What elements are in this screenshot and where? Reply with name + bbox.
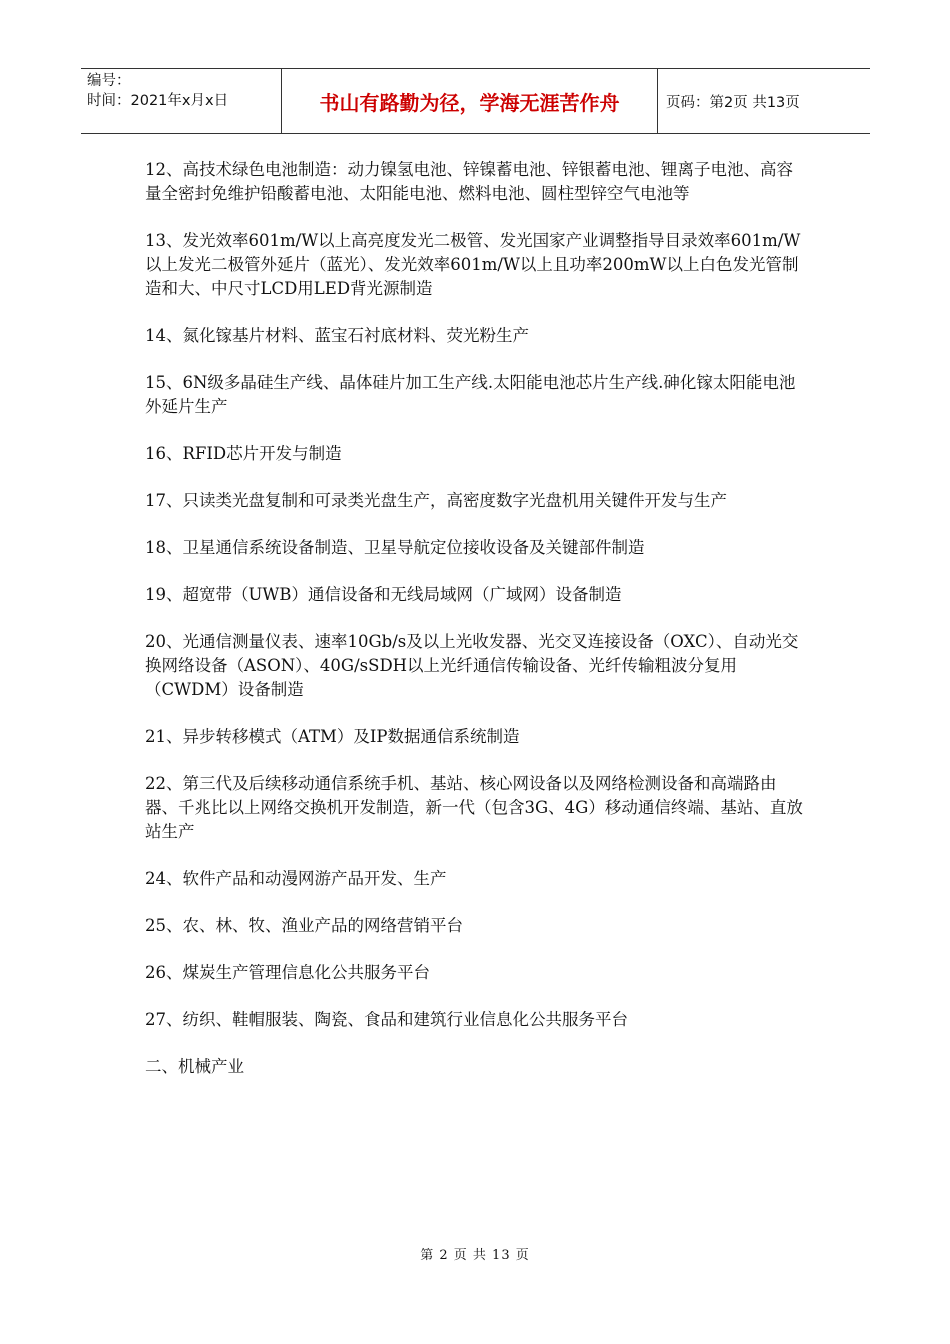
paragraph-14: 14、氮化镓基片材料、蓝宝石衬底材料、荧光粉生产 (145, 326, 529, 345)
paragraph-25: 25、农、林、牧、渔业产品的网络营销平台 (145, 916, 463, 935)
header-meta (81, 69, 282, 133)
paragraph-12: 12、高技术绿色电池制造：动力镍氢电池、锌镍蓄电池、锌银蓄电池、锂离子电池、高容量全密封免维护铅酸蓄电池、太阳能电池、燃料电池、圆柱型锌空气电池等 (145, 160, 793, 203)
section-heading-machinery: 二、机械产业 (145, 1057, 244, 1076)
paragraph-27: 27、纺织、鞋帽服装、陶瓷、食品和建筑行业信息化公共服务平台 (145, 1010, 628, 1029)
doc-date: 时间：2021年x月x日 (87, 93, 229, 109)
paragraph-21: 21、异步转移模式（ATM）及IP数据通信系统制造 (145, 727, 520, 746)
paragraph-16: 16、RFID芯片开发与制造 (145, 444, 342, 463)
header-page-info: 页码：第2页 共13页 (666, 94, 800, 111)
paragraph-22: 22、第三代及后续移动通信系统手机、基站、核心网设备以及网络检测设备和高端路由器、千兆比以上网络交换机开发制造，新一代（包含3G、4G）移动通信终端、基站、直放站生产 (145, 774, 803, 841)
document-body (145, 158, 807, 1102)
paragraph-26: 26、煤炭生产管理信息化公共服务平台 (145, 963, 430, 982)
paragraph-13: 13、发光效率601m/W以上高亮度发光二极管、发光国家产业调整指导目录效率601m/W以上发光二极管外延片（蓝光）、发光效率601m/W以上且功率200mW以上白色发光管制造和大、中尺寸LCD用LED背光源制造 (145, 231, 801, 298)
page-header (81, 68, 870, 134)
paragraph-17: 17、只读类光盘复制和可录类光盘生产，高密度数字光盘机用关键件开发与生产 (145, 491, 727, 510)
doc-number: 编号： (87, 73, 131, 89)
header-motto: 书山有路勤为径，学海无涯苦作舟 (282, 69, 658, 133)
paragraph-15: 15、6N级多晶硅生产线、晶体硅片加工生产线.太阳能电池芯片生产线.砷化镓太阳能电池外延片生产 (145, 373, 796, 416)
paragraph-19: 19、超宽带（UWB）通信设备和无线局域网（广域网）设备制造 (145, 585, 622, 604)
paragraph-24: 24、软件产品和动漫网游产品开发、生产 (145, 869, 447, 888)
page-footer: 第 2 页 共 13 页 (420, 1248, 530, 1263)
paragraph-18: 18、卫星通信系统设备制造、卫星导航定位接收设备及关键部件制造 (145, 538, 645, 557)
paragraph-20: 20、光通信测量仪表、速率10Gb/s及以上光收发器、光交叉连接设备（OXC）、自动光交换网络设备（ASON）、40G/sSDH以上光纤通信传输设备、光纤传输粗波分复用（CWDM）设备制造 (145, 632, 799, 699)
